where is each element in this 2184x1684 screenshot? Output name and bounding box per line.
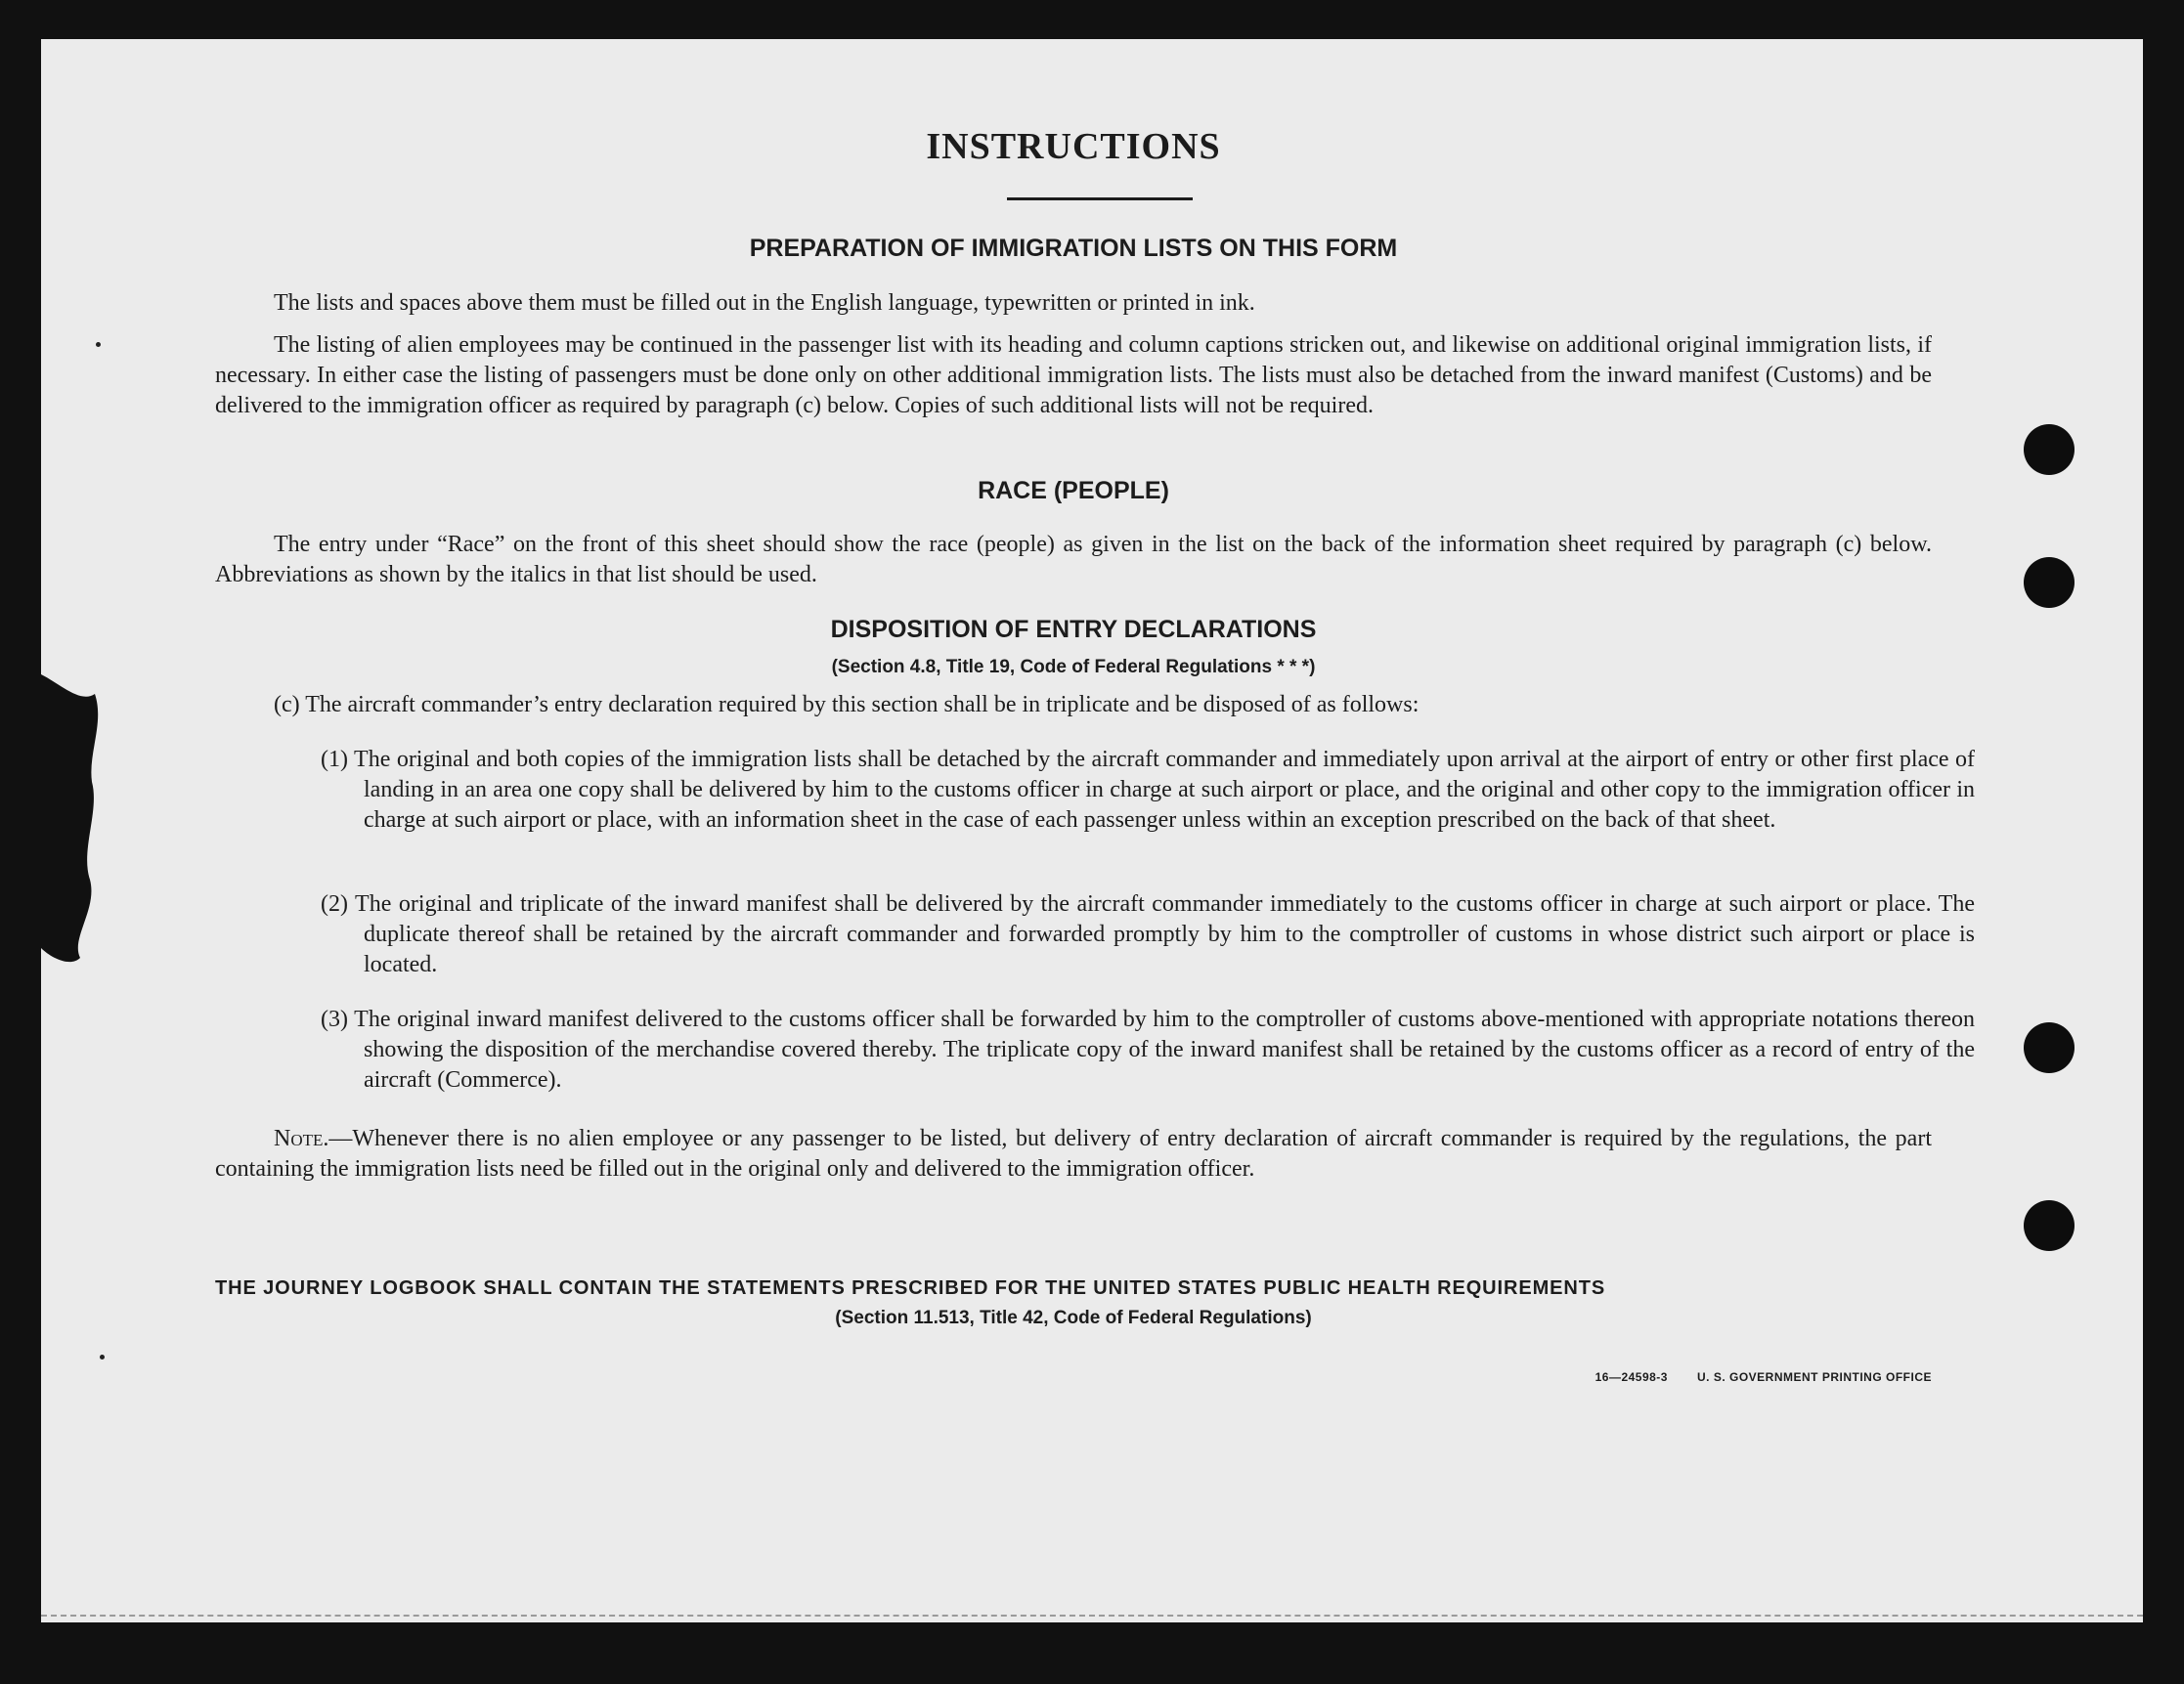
- paragraph-alien-employees: The listing of alien employees may be continued in the passenger list with its heading and column captions stricken out, and likewise on additional original immigration lists, if necessary. In either case the listing of passengers must be done only on other additional immigration lists. The lists must also be detached from the inward manifest (Customs) and be delivered to the immigration officer as required by paragraph (c) below. Copies of such additional lists will not be required.: [215, 332, 1932, 418]
- health-citation: (Section 11.513, Title 42, Code of Federal Regulations): [835, 1308, 1312, 1328]
- list-item: (1) The original and both copies of the immigration lists shall be detached by the aircraft commander and immediately upon arrival at the airport of entry or other first place of landing in an area one copy shall be delivered by him to the customs officer in charge at such airport or place, and the original and other copy to the immigration officer in charge at such airport or place, with an information sheet in the case of each passenger unless within an exception prescribed on the back of that sheet.: [321, 747, 1975, 833]
- printer-name: U. S. GOVERNMENT PRINTING OFFICE: [1696, 1370, 1932, 1384]
- note-paragraph: [215, 1124, 1932, 1185]
- section-heading-preparation: PREPARATION OF IMMIGRATION LISTS ON THIS FORM: [749, 235, 1398, 262]
- section-citation: (Section 4.8, Title 19, Code of Federal Regulations * * *): [831, 657, 1316, 677]
- page-title: INSTRUCTIONS: [926, 126, 1221, 167]
- torn-edge: [41, 665, 109, 977]
- speck: [100, 1355, 105, 1360]
- list-item: (2) The original and triplicate of the inward manifest shall be delivered by the aircraft commander immediately to the customs officer in charge at such airport or place. The duplicate thereof shall be retained by the aircraft commander and forwarded promptly by him to the comptroller of customs in whose district such airport or place is located.: [321, 891, 1975, 977]
- form-number: 16—24598-3: [1594, 1370, 1668, 1384]
- document-sheet: [41, 39, 2143, 1622]
- paragraph-race: The entry under “Race” on the front of this sheet should show the race (people) as given in the list on the back of the information sheet required by paragraph (c) below. Abbreviations as shown by the italics in that list should be used.: [215, 532, 1932, 587]
- paragraph-intro-c: (c) The aircraft commander’s entry declaration required by this section shall be in triplicate and be disposed of as follows:: [274, 692, 1420, 717]
- health-statement: THE JOURNEY LOGBOOK SHALL CONTAIN THE STATEMENTS PRESCRIBED FOR THE UNITED STATES PUBLIC HEALTH REQUIREMENTS: [215, 1277, 1606, 1299]
- title-underline: [1007, 197, 1193, 200]
- list-item: (3) The original inward manifest delivered to the customs officer shall be forwarded by him to the comptroller of customs above-mentioned with appropriate notations thereon showing the disposition of the merchandise covered thereby. The triplicate copy of the inward manifest shall be retained by the customs officer as a record of entry of the aircraft (Commerce).: [321, 1007, 1975, 1093]
- punch-hole: [2024, 1022, 2075, 1073]
- punch-hole: [2024, 424, 2075, 475]
- section-heading-race: RACE (PEOPLE): [978, 477, 1169, 504]
- punch-hole: [2024, 557, 2075, 608]
- punch-hole: [2024, 1200, 2075, 1251]
- speck: [96, 342, 101, 347]
- section-heading-disposition: DISPOSITION OF ENTRY DECLARATIONS: [830, 616, 1317, 643]
- note-label: Note.: [274, 1126, 329, 1151]
- printer-footer: [1595, 1370, 1932, 1384]
- note-text: —Whenever there is no alien employee or any passenger to be listed, but delivery of entry declaration of aircraft commander is required by the regulations, the part containing the immigration lists need be filled out in the original only and delivered to the immigration officer.: [215, 1126, 1932, 1182]
- perforation-line: [41, 1615, 2143, 1617]
- paragraph-lists-language: The lists and spaces above them must be filled out in the English language, typewritten or printed in ink.: [274, 290, 1255, 316]
